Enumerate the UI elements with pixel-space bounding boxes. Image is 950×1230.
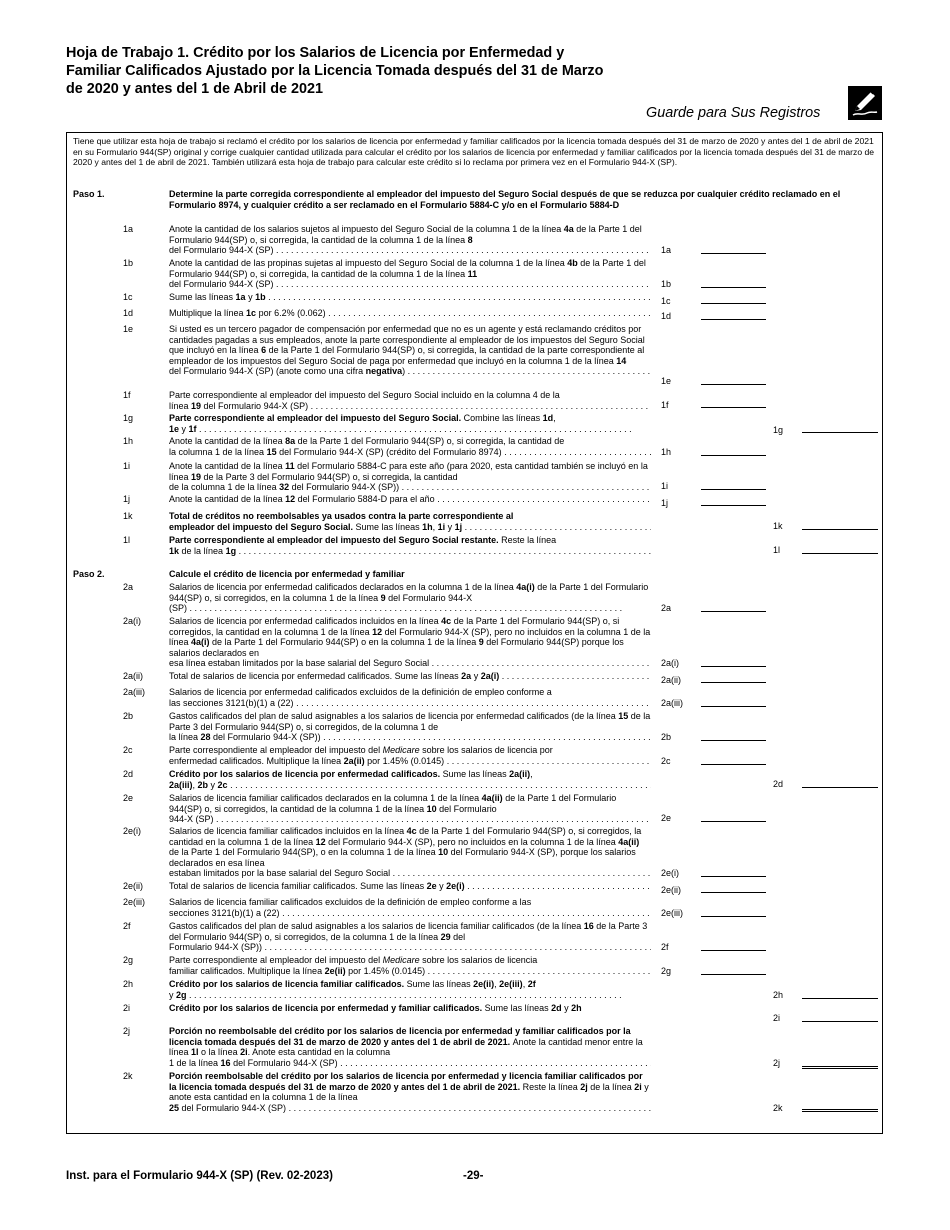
line-2a-text: Salarios de licencia por enfermedad calificados declarados en la columna 1 de la línea 4a(i) de la Parte 1 del Formulario 944(SP) o, si corregidos, en la columna 1 de la línea 9 del Formulario 944-X (SP) . . . xyxy=(169,582,651,614)
line-label: 1d xyxy=(661,311,672,321)
line-number: 2e(ii) xyxy=(123,881,144,891)
keep-for-records-label: Guarde para Sus Registros xyxy=(646,105,821,121)
line-2k-field[interactable] xyxy=(802,1109,878,1112)
line-1i-text: Anote la cantidad de la línea 11 del Formulario 5884-C para este año (para 2020, esta cantidad también se incluyó en la línea 19 de la Parte 3 del Formulario 944(SP) o, si corregida, la cantidad de la columna 1 de la línea 32 del Formulario 944-X (SP)) . . . xyxy=(169,461,651,493)
line-label: 1j xyxy=(661,498,669,508)
line-2e-i-text: Salarios de licencia familiar calificados incluidos en la línea 4c de la Parte 1 del Formulario 944(SP) o, si corregidos, la cantidad en la columna 1 de la línea 12 del Formulario 944-X (SP), pero no incluidos en la columna 1 de la línea 4a(ii) de la Parte 1 del Formulario 944(SP), o en la columna 1 de la línea 10 del Formulario 944-X (SP), porque los salarios declarados en esa línea estaban limitados por la base salarial del Seguro Social . . . xyxy=(169,826,651,879)
step-2-label: Paso 2. xyxy=(73,569,105,579)
line-1a-text: Anote la cantidad de los salarios sujetos al impuesto del Seguro Social de la columna 1 de la línea 4a de la Parte 1 del Formulario 944(SP) o, si corregida, la cantidad de la columna 1 de la línea 8 del Formulario 944-X (SP) . . . xyxy=(169,224,651,256)
line-1b-field[interactable] xyxy=(701,287,766,288)
line-label: 2k xyxy=(773,1103,783,1113)
line-number: 1j xyxy=(123,494,131,504)
line-number: 2f xyxy=(123,921,131,931)
line-label: 1a xyxy=(661,245,672,255)
line-2h-field[interactable] xyxy=(802,998,878,999)
line-2e-text: Salarios de licencia familiar calificados declarados en la columna 1 de la línea 4a(ii) de la Parte 1 del Formulario 944(SP) o, si corregidos, la cantidad de la columna 1 de la línea 10 del Formulario 944-X (SP) . . . xyxy=(169,793,651,825)
line-number: 2a(i) xyxy=(123,616,142,626)
line-2c-field[interactable] xyxy=(701,764,766,765)
line-label: 2b xyxy=(661,732,672,742)
line-2b-text: Gastos calificados del plan de salud asignables a los salarios de licencia por enfermedad calificados (de la línea 15 de la Parte 3 del Formulario 944(SP) o, si corregidos, de la columna 1 de la línea 28 del Formulario 944-X (SP)) . . . xyxy=(169,711,651,743)
line-number: 1l xyxy=(123,535,131,545)
line-label: 2i xyxy=(773,1013,781,1023)
line-label: 1g xyxy=(773,425,784,435)
line-number: 1h xyxy=(123,436,134,446)
line-label: 1k xyxy=(773,521,783,531)
line-2e-i-field[interactable] xyxy=(701,876,766,877)
line-2g-text: Parte correspondiente al empleador del impuesto del Medicare sobre los salarios de licencia familiar calificados. Multiplique la línea 2e(ii) por 1.45% (0.0145) . . . xyxy=(169,955,651,976)
line-label: 1l xyxy=(773,545,781,555)
line-2a-ii-field[interactable] xyxy=(701,682,766,683)
line-1b-text: Anote la cantidad de las propinas sujetas al impuesto del Seguro Social de la columna 1 de la línea 4b de la Parte 1 del Formulario 944(SP) o, si corregida, la cantidad de la columna 1 de la línea 11 del Formulario 944-X (SP) . . . xyxy=(169,258,651,290)
line-2a-iii-field[interactable] xyxy=(701,706,766,707)
line-number: 1e xyxy=(123,324,134,334)
line-number: 1b xyxy=(123,258,134,268)
line-1f-text: Parte correspondiente al empleador del impuesto del Seguro Social incluido en la columna 4 de la línea 19 del Formulario 944-X (SP) . . . xyxy=(169,390,651,411)
line-1h-text: Anote la cantidad de la línea 8a de la Parte 1 del Formulario 944(SP) o, si corregida, la cantidad de la columna 1 de la línea 15 del Formulario 944-X (SP) (crédito del Formulario 8974) . . . xyxy=(169,436,651,457)
line-1g-field[interactable] xyxy=(802,432,878,433)
line-2a-i-text: Salarios de licencia por enfermedad calificados incluidos en la línea 4c de la Parte 1 del Formulario 944(SP) o, si corregidos, la cantidad en la columna 1 de la línea 12 del Formulario 944-X (SP), pero no incluidos en la columna 1 de la línea 4a(i) de la Parte 1 del Formulario 944(SP) o en la columna 1 de la línea 9 del Formulario 944(SP) porque los salarios declarados en esa línea estaban limitados por la base salarial del Seguro Social . . . xyxy=(169,616,651,669)
line-label: 1h xyxy=(661,447,672,457)
line-2e-iii-text: Salarios de licencia familiar calificados excluidos de la definición de empleo conforme a las secciones 3121(b)(1) a (22) . . . xyxy=(169,897,651,918)
step-1-label: Paso 1. xyxy=(73,189,105,199)
worksheet-instructions: Tiene que utilizar esta hoja de trabajo si reclamó el crédito por los salarios de licencia por enfermedad y familiar calificados por la licencia tomada después del 31 de marzo de 2020 y antes del 1 de abril de 2021 en su Formulario 944(SP) original y corrige cualquier cantidad utilizada para calcular el crédito por los salarios de licencia por enfermedad y familiar calificados por la licencia tomada después del 31 de marzo de 2020 y antes del 1 de abril de 2021. También utilizará esta hoja de trabajo para calcular este crédito si lo reclama por primera vez en el Formulario 944-X (SP). xyxy=(73,136,875,168)
line-2k-text: Porción reembolsable del crédito por los salarios de licencia por enfermedad y licencia familiar calificados por la licencia tomada después del 31 de marzo de 2020 y antes del 1 de abril de 2021. Reste la línea 2j de la línea 2i y anote esta cantidad en la columna 1 de la línea 25 del Formulario 944-X (SP) . . . xyxy=(169,1071,651,1113)
line-1d-text: Multiplique la línea 1c por 6.2% (0.062) . . . xyxy=(169,308,651,319)
line-2f-text: Gastos calificados del plan de salud asignables a los salarios de licencia familiar calificados (de la línea 16 de la Parte 3 del Formulario 944(SP) o, si corregidos, de la columna 1 de la línea 29 del Formulario 944-X (SP)) . . . xyxy=(169,921,651,953)
line-1e-field[interactable] xyxy=(701,384,766,385)
line-2g-field[interactable] xyxy=(701,974,766,975)
line-label: 2e xyxy=(661,813,672,823)
line-1k-field[interactable] xyxy=(802,529,878,530)
line-label: 2e(i) xyxy=(661,868,680,878)
line-2d-field[interactable] xyxy=(802,787,878,788)
line-number: 1a xyxy=(123,224,134,234)
line-2e-field[interactable] xyxy=(701,821,766,822)
line-1f-field[interactable] xyxy=(701,407,766,408)
line-number: 2a(iii) xyxy=(123,687,146,697)
line-2j-text: Porción no reembolsable del crédito por los salarios de licencia por enfermedad y familiar calificados por la licencia tomada después del 31 de marzo de 2020 y antes del 1 de abril de 2021. Anote la cantidad menor entre la línea 1l o la línea 2i. Anote esta cantidad en la columna 1 de la línea 16 del Formulario 944-X (SP) . . . xyxy=(169,1026,651,1068)
line-number: 1c xyxy=(123,292,133,302)
line-label: 2h xyxy=(773,990,784,1000)
line-2e-ii-field[interactable] xyxy=(701,892,766,893)
worksheet-title: Hoja de Trabajo 1. Crédito por los Salarios de Licencia por Enfermedad y Familiar Calificados Ajustado por la Licencia Tomada después del 31 de Marzo de 2020 y antes del 1 de Abril de 2021 xyxy=(66,45,604,97)
line-label: 2e(iii) xyxy=(661,908,684,918)
line-1e-text: Si usted es un tercero pagador de compensación por enfermedad que no es un agente y está reclamando créditos por cantidades pagadas a sus empleados, anote la parte correspondiente al empleador de los impuestos del Seguro Social que incluyó en la línea 6 de la Parte 1 del Formulario 944(SP) o, si corregida, la cantidad de la parte correspondiente al empleador de los impuestos del Seguro Social de paga por enfermedad que incluyó en la columna 1 de la línea 14 del Formulario 944-X (SP) (anote como una cifra negativa) . . . xyxy=(169,324,651,377)
pencil-paper-icon xyxy=(848,86,882,120)
line-number: 2a xyxy=(123,582,134,592)
line-number: 2a(ii) xyxy=(123,671,144,681)
line-label: 2d xyxy=(773,779,784,789)
line-1g-text: Parte correspondiente al empleador del impuesto del Seguro Social. Combine las líneas 1d, 1e y 1f . . . xyxy=(169,413,651,434)
line-1i-field[interactable] xyxy=(701,489,766,490)
line-2f-field[interactable] xyxy=(701,950,766,951)
line-number: 2c xyxy=(123,745,133,755)
line-2a-iii-text: Salarios de licencia por enfermedad calificados excluidos de la definición de empleo conforme a las secciones 3121(b)(1) a (22) . . . xyxy=(169,687,651,708)
line-number: 2k xyxy=(123,1071,133,1081)
line-label: 1e xyxy=(661,376,672,386)
line-number: 2e xyxy=(123,793,134,803)
line-1j-text: Anote la cantidad de la línea 12 del Formulario 5884-D para el año . . . xyxy=(169,494,651,505)
line-number: 2i xyxy=(123,1003,131,1013)
line-1l-field[interactable] xyxy=(802,553,878,554)
line-label: 1c xyxy=(661,296,671,306)
line-2i-text: Crédito por los salarios de licencia por enfermedad y familiar calificados. Sume las líneas 2d y 2h xyxy=(169,1003,582,1013)
line-label: 2e(ii) xyxy=(661,885,682,895)
line-label: 2g xyxy=(661,966,672,976)
line-label: 2j xyxy=(773,1058,781,1068)
line-2b-field[interactable] xyxy=(701,740,766,741)
line-number: 2b xyxy=(123,711,134,721)
line-number: 2e(i) xyxy=(123,826,142,836)
line-1k-text: Total de créditos no reembolsables ya usados contra la parte correspondiente al empleador del impuesto del Seguro Social. Sume las líneas 1h, 1i y 1j . . . xyxy=(169,511,651,532)
line-number: 1i xyxy=(123,461,131,471)
line-1l-text: Parte correspondiente al empleador del impuesto del Seguro Social restante. Reste la línea 1k de la línea 1g . . . xyxy=(169,535,651,556)
line-2a-field[interactable] xyxy=(701,611,766,612)
step-1-heading: Determine la parte corregida correspondiente al empleador del impuesto del Seguro Social después de que se reduzca por cualquier crédito reclamado en el Formulario 8974, y cualquier crédito a ser reclamado en el Formulario 5884-C y/o en el Formulario 5884-D xyxy=(169,189,841,210)
line-label: 2a(ii) xyxy=(661,675,682,685)
page-number: -29- xyxy=(463,1170,484,1182)
line-label: 1b xyxy=(661,279,672,289)
line-2h-text: Crédito por los salarios de licencia familiar calificados. Sume las líneas 2e(ii), 2e(iii), 2f y 2g . . . xyxy=(169,979,651,1000)
line-1c-field[interactable] xyxy=(701,303,766,304)
line-label: 2a(i) xyxy=(661,658,680,668)
line-number: 2h xyxy=(123,979,134,989)
line-label: 2a xyxy=(661,603,672,613)
line-label: 2c xyxy=(661,756,671,766)
line-number: 2g xyxy=(123,955,134,965)
line-1a-field[interactable] xyxy=(701,253,766,254)
line-number: 1k xyxy=(123,511,133,521)
line-label: 2f xyxy=(661,942,669,952)
line-number: 2d xyxy=(123,769,134,779)
line-2c-text: Parte correspondiente al empleador del impuesto del Medicare sobre los salarios de licencia por enfermedad calificados. Multiplique la línea 2a(ii) por 1.45% (0.0145) . . . xyxy=(169,745,651,766)
line-2e-iii-field[interactable] xyxy=(701,916,766,917)
line-label: 2a(iii) xyxy=(661,698,684,708)
line-label: 1i xyxy=(661,481,669,491)
line-number: 1g xyxy=(123,413,134,423)
line-number: 2j xyxy=(123,1026,131,1036)
line-2a-i-field[interactable] xyxy=(701,666,766,667)
line-1c-text: Sume las líneas 1a y 1b . . . xyxy=(169,292,651,303)
line-1h-field[interactable] xyxy=(701,455,766,456)
line-2i-field[interactable] xyxy=(802,1021,878,1022)
line-number: 1f xyxy=(123,390,131,400)
form-footer: Inst. para el Formulario 944-X (SP) (Rev. 02-2023) xyxy=(66,1170,333,1182)
line-label: 1f xyxy=(661,400,669,410)
step-2-heading: Calcule el crédito de licencia por enfermedad y familiar xyxy=(169,569,405,579)
line-1d-field[interactable] xyxy=(701,319,766,320)
line-number: 1d xyxy=(123,308,134,318)
line-2j-field[interactable] xyxy=(802,1066,878,1069)
line-2e-ii-text: Total de salarios de licencia familiar calificados. Sume las líneas 2e y 2e(i) . . . xyxy=(169,881,651,892)
line-2d-text: Crédito por los salarios de licencia por enfermedad calificados. Sume las líneas 2a(ii), 2a(iii), 2b y 2c . . . xyxy=(169,769,651,790)
line-2a-ii-text: Total de salarios de licencia por enfermedad calificados. Sume las líneas 2a y 2a(i) . . . xyxy=(169,671,651,682)
line-number: 2e(iii) xyxy=(123,897,146,907)
line-1j-field[interactable] xyxy=(701,505,766,506)
